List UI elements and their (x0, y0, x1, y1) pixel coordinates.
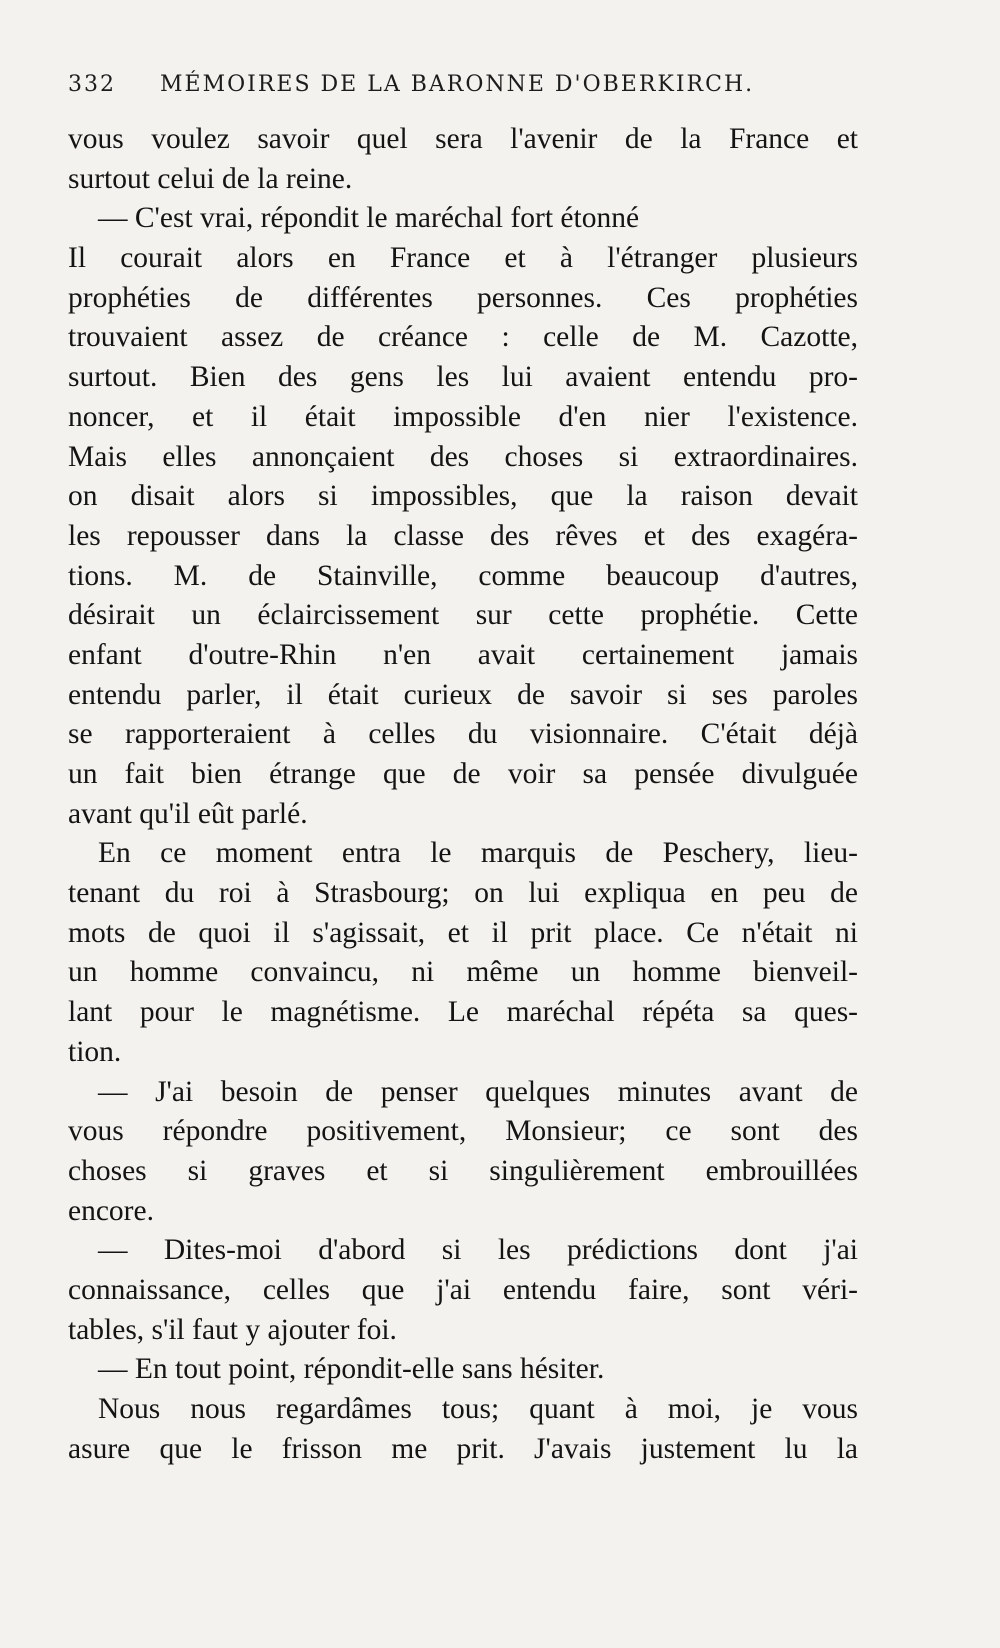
running-header (68, 72, 868, 97)
text-line: désirait un éclaircissement sur cette prophétie. Cette (68, 599, 858, 632)
text-line: tions. M. de Stainville, comme beaucoup d'autres, (68, 559, 858, 592)
text-line: tables, s'il faut y ajouter foi. (68, 1313, 397, 1346)
text-line: un homme convaincu, ni même un homme bienveil- (68, 956, 858, 989)
page-number: 332 (68, 72, 116, 97)
text-line: connaissance, celles que j'ai entendu faire, sont véri- (68, 1273, 858, 1306)
text-line: se rapporteraient à celles du visionnaire. C'était déjà (68, 718, 858, 751)
text-line: Nous nous regardâmes tous; quant à moi, je vous (98, 1393, 858, 1425)
text-line: enfant d'outre-Rhin n'en avait certainement jamais (68, 638, 858, 671)
text-line: Il courait alors en France et à l'étranger plusieurs (68, 242, 858, 275)
text-line: on disait alors si impossibles, que la raison devait (68, 480, 858, 513)
text-line: choses si graves et si singulièrement embrouillées (68, 1154, 858, 1187)
text-line: tenant du roi à Strasbourg; on lui expliqua en peu de (68, 877, 858, 910)
body-text (68, 120, 858, 1469)
text-line: asure que le frisson me prit. J'avais justement lu la (68, 1432, 858, 1465)
text-line: les repousser dans la classe des rêves et des exagéra- (68, 519, 858, 552)
text-line: En ce moment entra le marquis de Peschery, lieu- (98, 837, 858, 870)
text-line: trouvaient assez de créance : celle de M. Cazotte, (68, 321, 858, 354)
text-line: — En tout point, répondit-elle sans hésiter. (98, 1353, 605, 1386)
text-line: noncer, et il était impossible d'en nier l'existence. (68, 400, 858, 433)
text-line: — Dites-moi d'abord si les prédictions dont j'ai (98, 1234, 858, 1267)
text-line: tion. (68, 1035, 122, 1068)
text-line: surtout celui de la reine. (68, 162, 353, 195)
text-line: vous répondre positivement, Monsieur; ce sont des (68, 1115, 858, 1148)
text-line: avant qu'il eût parlé. (68, 797, 308, 830)
text-line: lant pour le magnétisme. Le maréchal répéta sa ques- (68, 996, 858, 1029)
text-line: vous voulez savoir quel sera l'avenir de la France et (68, 123, 858, 155)
text-line: entendu parler, il était curieux de savoir si ses paroles (68, 678, 858, 711)
text-line: un fait bien étrange que de voir sa pensée divulguée (68, 758, 858, 790)
text-line: — J'ai besoin de penser quelques minutes avant de (98, 1075, 858, 1108)
text-line: prophéties de différentes personnes. Ces prophéties (68, 281, 858, 314)
text-line: mots de quoi il s'agissait, et il prit place. Ce n'était ni (68, 916, 858, 949)
text-line: Mais elles annonçaient des choses si extraordinaires. (68, 440, 858, 473)
text-line: encore. (68, 1194, 154, 1227)
running-title: MÉMOIRES DE LA BARONNE D'OBERKIRCH. (160, 72, 755, 97)
text-line: surtout. Bien des gens les lui avaient entendu pro- (68, 361, 858, 394)
text-line: — C'est vrai, répondit le maréchal fort étonné (98, 202, 640, 235)
